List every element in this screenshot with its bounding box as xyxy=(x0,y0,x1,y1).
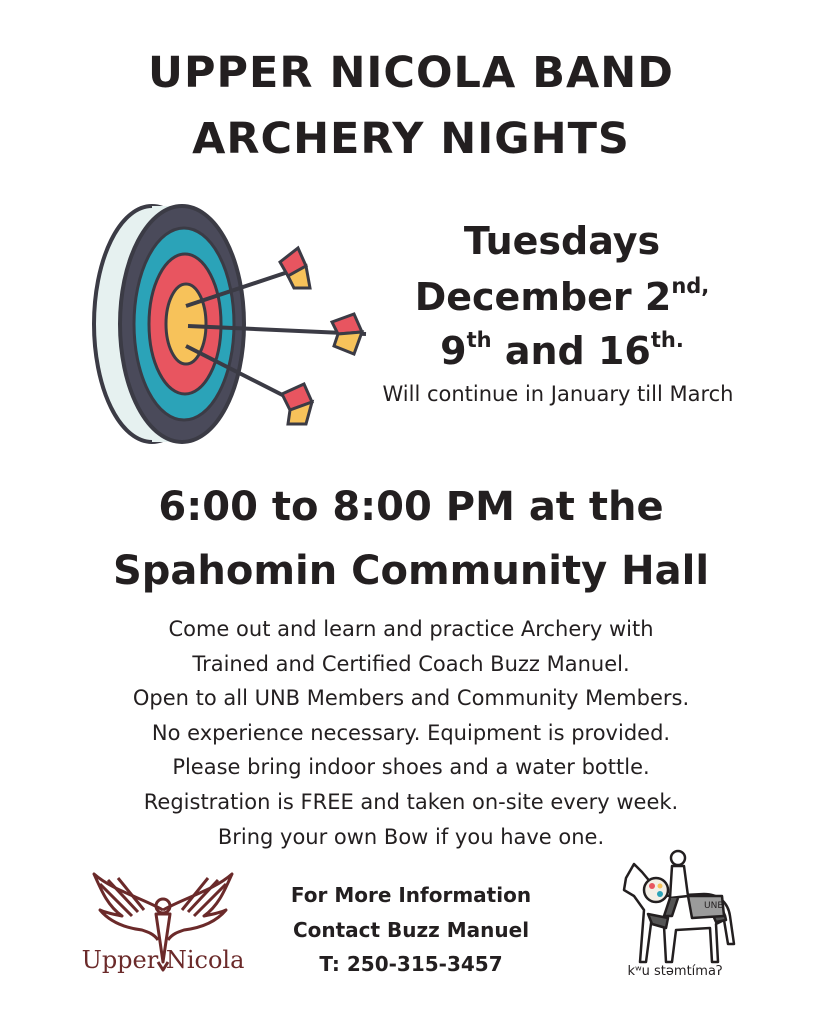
date-suffix-th-1: th xyxy=(466,328,492,352)
contact-person: Contact Buzz Manuel xyxy=(292,917,530,942)
rider-logo-caption: kʷu stəmtímaʔ xyxy=(627,964,723,979)
description-line: Open to all UNB Members and Community Members. xyxy=(132,686,690,711)
time-line-1: 6:00 to 8:00 PM at the xyxy=(158,484,664,530)
day-of-week: Tuesdays xyxy=(463,219,661,263)
title-line-2: ARCHERY NIGHTS xyxy=(192,114,630,164)
contact-block xyxy=(262,878,560,982)
horse-label: UNB xyxy=(704,901,724,911)
description-line: Please bring indoor shoes and a water bottle. xyxy=(172,755,650,780)
venue-line: Spahomin Community Hall xyxy=(112,548,710,594)
horse-rider-icon xyxy=(612,844,740,972)
date-and-16: and 16 xyxy=(491,329,651,373)
contact-heading: For More Information xyxy=(290,883,532,907)
upper-nicola-logo-text: Upper Nicola xyxy=(81,946,245,974)
description-line: Registration is FREE and taken on-site every week. xyxy=(143,789,679,814)
date-9: 9 xyxy=(440,329,467,373)
description-line: Trained and Certified Coach Buzz Manuel. xyxy=(192,651,630,676)
description-line: No experience necessary. Equipment is provided. xyxy=(151,720,671,745)
date-line-1 xyxy=(392,274,732,319)
continue-note: Will continue in January till March xyxy=(382,382,734,406)
date-suffix-th-2: th. xyxy=(650,328,684,352)
description xyxy=(0,612,822,854)
archery-target-icon xyxy=(84,196,374,456)
description-line: Bring your own Bow if you have one. xyxy=(217,824,605,849)
contact-phone: T: 250-315-3457 xyxy=(319,952,503,976)
date-december: December 2 xyxy=(414,275,672,319)
description-line: Come out and learn and practice Archery with xyxy=(168,617,654,641)
date-suffix-nd: nd, xyxy=(671,274,710,298)
date-line-2 xyxy=(392,328,732,373)
title-line-1: UPPER NICOLA BAND xyxy=(148,48,674,98)
